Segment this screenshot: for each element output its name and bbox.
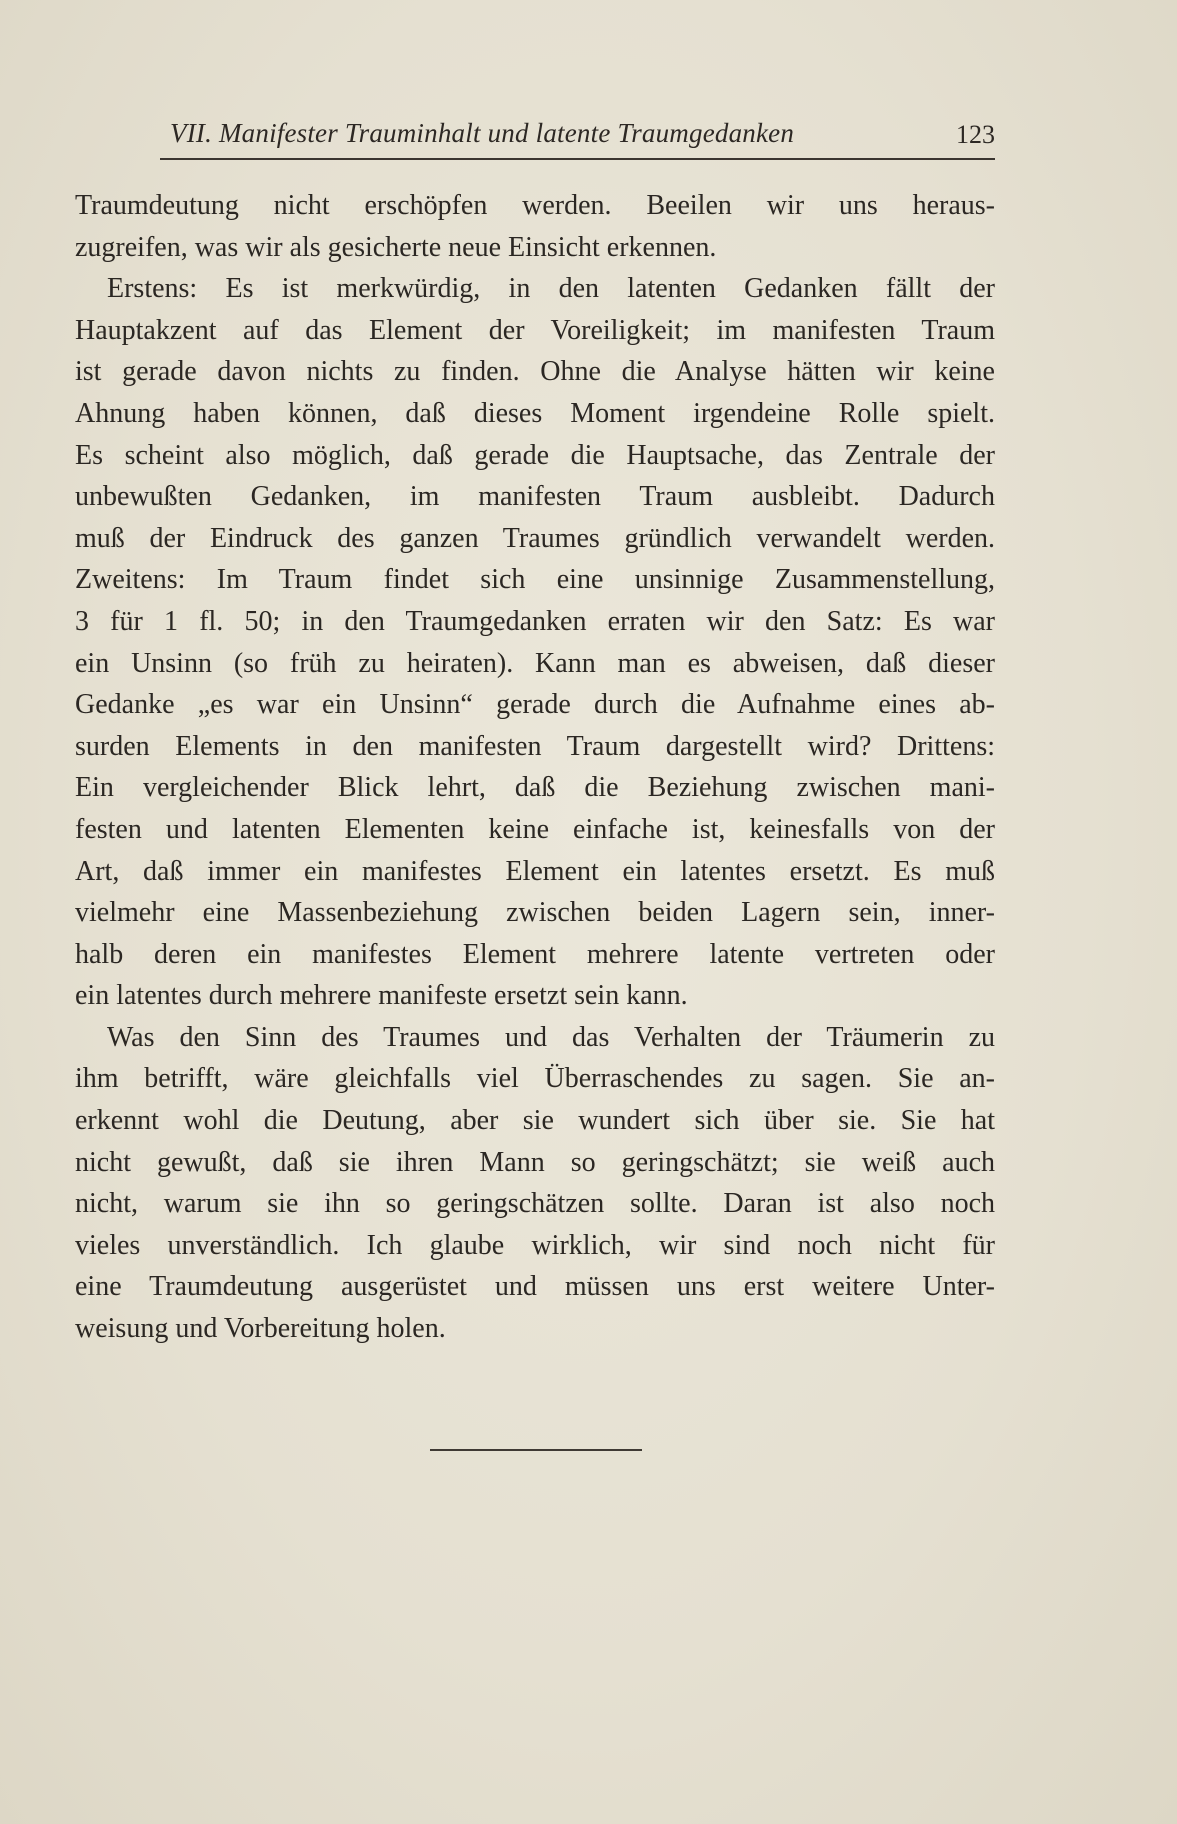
running-header <box>160 118 995 160</box>
page-number: 123 <box>956 120 995 149</box>
text-line: nicht gewußt, daß sie ihren Mann so geringschätzt; sie weiß auch <box>75 1146 995 1178</box>
text-line: Traumdeutung nicht erschöpfen werden. Beeilen wir uns heraus- <box>75 190 995 221</box>
text-line: weisung und Vorbereitung holen. <box>75 1313 446 1345</box>
paragraph <box>75 1017 995 1350</box>
text-line: zugreifen, was wir als gesicherte neue Einsicht erkennen. <box>75 231 717 263</box>
text-line: erkennt wohl die Deutung, aber sie wundert sich über sie. Sie hat <box>75 1105 995 1137</box>
text-line: Zweitens: Im Traum findet sich eine unsinnige Zusammenstellung, <box>75 564 995 596</box>
text-line: ihm betrifft, wäre gleichfalls viel Überraschendes zu sagen. Sie an- <box>75 1063 995 1095</box>
body-text <box>75 185 995 1350</box>
text-line: Es scheint also möglich, daß gerade die Hauptsache, das Zentrale der <box>75 439 995 471</box>
text-line: surden Elements in den manifesten Traum dargestellt wird? Drittens: <box>75 730 995 762</box>
text-line: Erstens: Es ist merkwürdig, in den latenten Gedanken fällt der <box>107 273 995 305</box>
text-line: nicht, warum sie ihn so geringschätzen sollte. Daran ist also noch <box>75 1188 995 1220</box>
text-line: ein latentes durch mehrere manifeste ersetzt sein kann. <box>75 980 688 1012</box>
section-end-rule <box>430 1449 642 1451</box>
paragraph <box>75 268 995 1017</box>
text-line: festen und latenten Elementen keine einfache ist, keinesfalls von der <box>75 813 995 845</box>
text-line: eine Traumdeutung ausgerüstet und müssen uns erst weitere Unter- <box>75 1271 995 1303</box>
text-line: ein Unsinn (so früh zu heiraten). Kann man es abweisen, daß dieser <box>75 647 995 679</box>
text-line: vielmehr eine Massenbeziehung zwischen beiden Lagern sein, inner- <box>75 897 995 929</box>
text-line: ist gerade davon nichts zu finden. Ohne die Analyse hätten wir keine <box>75 356 995 388</box>
text-line: halb deren ein manifestes Element mehrere latente vertreten oder <box>75 938 995 970</box>
text-line: Was den Sinn des Traumes und das Verhalten der Träumerin zu <box>107 1021 995 1053</box>
paragraph <box>75 185 995 268</box>
running-title: VII. Manifester Trauminhalt und latente Traumgedanken <box>170 118 795 148</box>
text-line: Gedanke „es war ein Unsinn“ gerade durch die Aufnahme eines ab- <box>75 689 995 721</box>
text-line: unbewußten Gedanken, im manifesten Traum ausbleibt. Dadurch <box>75 481 995 513</box>
text-line: muß der Eindruck des ganzen Traumes gründlich verwandelt werden. <box>75 522 995 554</box>
text-line: Hauptakzent auf das Element der Voreiligkeit; im manifesten Traum <box>75 314 995 346</box>
text-line: vieles unverständlich. Ich glaube wirklich, wir sind noch nicht für <box>75 1229 995 1261</box>
text-line: Ahnung haben können, daß dieses Moment irgendeine Rolle spielt. <box>75 397 995 429</box>
text-line: 3 für 1 fl. 50; in den Traumgedanken erraten wir den Satz: Es war <box>75 605 995 637</box>
text-line: Art, daß immer ein manifestes Element ein latentes ersetzt. Es muß <box>75 855 995 887</box>
text-line: Ein vergleichender Blick lehrt, daß die Beziehung zwischen mani- <box>75 772 995 804</box>
